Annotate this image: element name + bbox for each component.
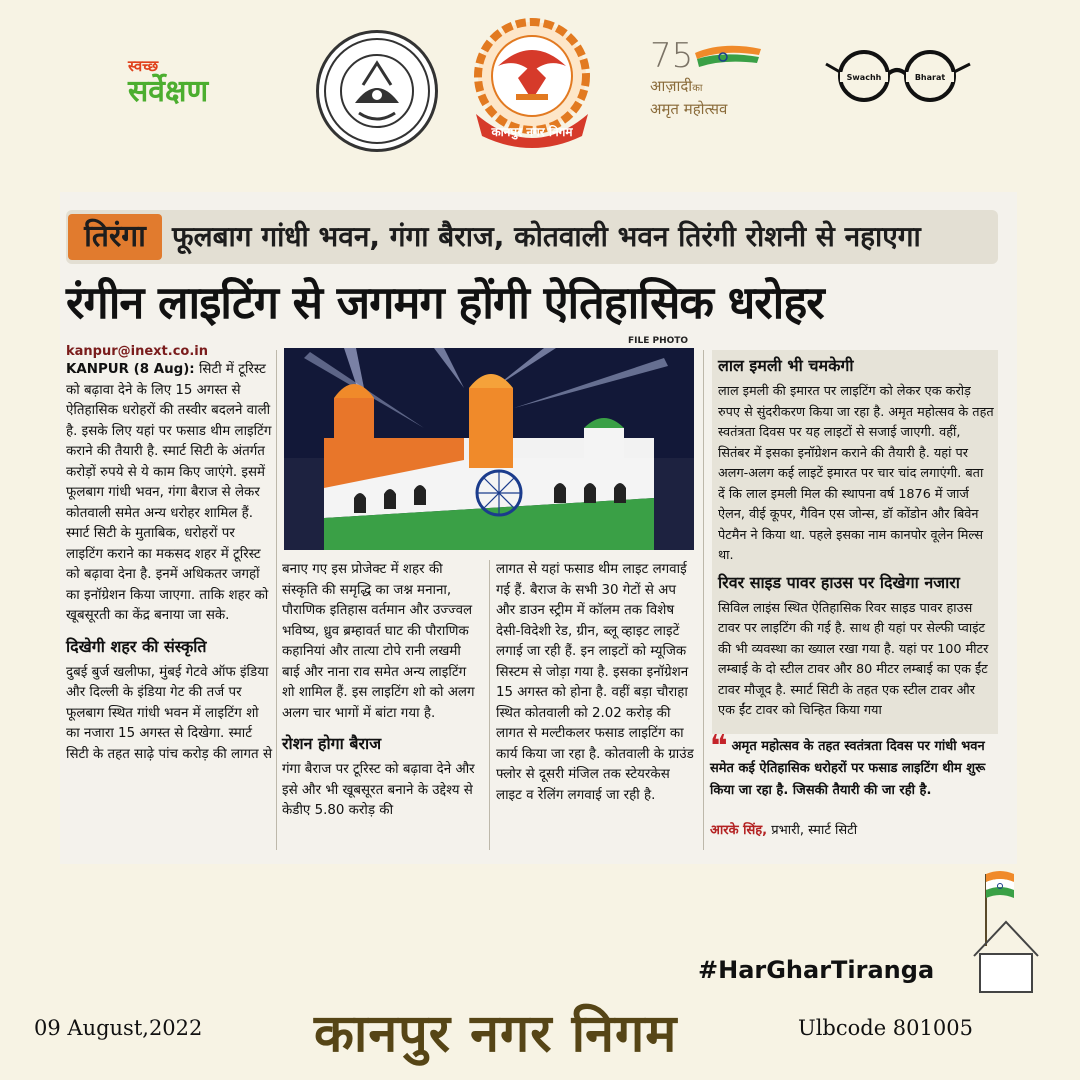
swachh-logo-top: स्वच्छ	[128, 57, 159, 75]
column-divider	[703, 350, 704, 850]
dateline: KANPUR (8 Aug):	[66, 362, 195, 377]
azadi-ka-amrit-mahotsav-logo	[650, 36, 790, 132]
subhead-culture: दिखेगी शहर की संस्कृति	[66, 636, 207, 656]
quote-attribution	[710, 820, 857, 838]
knn-emblem-icon	[458, 14, 606, 154]
column-divider	[276, 350, 277, 850]
column-divider	[489, 560, 490, 850]
box-para1: लाल इमली की इमारत पर लाइटिंग को लेकर एक करोड़ रुपए से सुंदरीकरण किया जा रहा है. अमृत महोत्सव के तहत स्वतंत्रता दिवस पर यह लाइटों से सजाई जाएगी. वहीं, सितंबर में इसका इनॉग्रेशन कराने की तैयारी है. यहां पर अलग-अलग कई लाइटें इमारत पर चार चांद लगाएंगी. बता दें कि लाल इमली मिल की स्थापना वर्ष 1876 में जार्ज ऐलन, वीई कूपर, गैविन एस जोन्स, डॉ कोंडोन और बिवेन पेटमैन ने किया था. पहले इसका नाम कानपोर वूलेन मिल्स था.	[718, 384, 994, 563]
kicker-tag-label: तिरंगा	[84, 219, 146, 254]
photo-credit: FILE PHOTO	[628, 336, 689, 346]
house-with-flag-icon	[968, 866, 1044, 996]
knn-logo-text: कानपुर नगर निगम	[491, 125, 573, 139]
article-column-2	[282, 560, 482, 822]
pull-quote	[710, 729, 1006, 802]
subhead-barrage: रोशन होगा बैराज	[282, 734, 382, 753]
quote-role: प्रभारी, स्मार्ट सिटी	[771, 823, 858, 838]
kicker-tag	[68, 214, 162, 260]
swachh-survekshan-logo	[128, 56, 288, 110]
flag-swoosh-icon	[693, 41, 763, 71]
sidebar-box-content	[718, 352, 994, 722]
col3-para1: लागत से यहां फसाड थीम लाइट लगवाई गई हैं. बैराज के सभी 30 गेटों से अप और डाउन स्ट्रीम में कॉलम तक विशेष देसी-विदेशी रेड, ग्रीन, ब्लू व्हाइट लाइटें लगाई जा रही हैं. इन लाइटों को म्यूजिक सिस्टम से जोड़ा गया है. इसका इनॉग्रेशन 15 अगस्त को होना है. वहीं बड़ा चौराहा स्थित कोतवाली को 2.02 करोड़ की लागत से मल्टीकलर फसाड लाइटिंग का कार्य किया जा रहा है. कोतवाली के ग्राउंड फ्लोर से दूसरी मंजिल तक स्टेयरकेस लाइट व रेलिंग लगवाई जा रही है.	[496, 562, 694, 803]
sb-right-text: Bharat	[914, 73, 946, 82]
col2-para1: बनाए गए इस प्रोजेक्ट में शहर की संस्कृति की समृद्धि का जश्न मनाना, पौराणिक इतिहास वर्तमान और उज्ज्वल भविष्य, ध्रुव ब्रम्हावर्त घाट की पौराणिक कहानियां और तात्या टोपे रानी लखमी बाई और नाना राव समेत अन्य लाइटिंग शो शामिल हैं. इस लाइटिंग शो को अलग अलग चार भागों में बांटा गया है.	[282, 562, 475, 721]
gandhi-spectacles-icon	[824, 44, 972, 104]
article-column-3	[496, 560, 698, 806]
footer-date: 09 August,2022	[34, 1016, 203, 1040]
hashtag: #HarGharTiranga	[698, 956, 935, 984]
swachh-bharat-logo	[824, 44, 972, 104]
sb-left-text: Swachh	[846, 73, 882, 82]
survekshan-logo-main: सर्वेक्षण	[128, 74, 209, 109]
quote-name: आरके सिंह,	[710, 823, 768, 838]
col1-para2: दुबई बुर्ज खलीफा, मुंबई गेटवे ऑफ इंडिया और दिल्ली के इंडिया गेट की तर्ज पर फूलबाग स्थित गांधी भवन में लाइटिंग शो का नजारा 15 अगस्त से दिखेगा. स्मार्ट सिटी के तहत साढ़े पांच करोड़ की लागत से	[66, 664, 272, 762]
up-seal-icon	[319, 33, 435, 149]
ulb-code: Ulbcode 801005	[798, 1016, 973, 1040]
amrit-ka: का	[692, 83, 703, 94]
col2-para2: गंगा बैराज पर टूरिस्ट को बढ़ावा देने और इसे और भी खूबसूरत बनाने के उद्देश्य से केडीए 5.80 करोड़ की	[282, 762, 475, 818]
subhead-lal-imli: लाल इमली भी चमकेगी	[718, 356, 854, 375]
footer-org-name: कानपुर नगर निगम	[314, 1004, 678, 1064]
amrit-line2: अमृत महोत्सव	[650, 100, 728, 118]
tricolor-lit-building-image	[284, 348, 694, 550]
subhead-power-house: रिवर साइड पावर हाउस पर दिखेगा नजारा	[718, 572, 960, 592]
up-government-seal	[316, 30, 438, 152]
article-column-1	[66, 360, 274, 765]
byline-email: kanpur@inext.co.in	[66, 344, 208, 359]
kicker-text: फूलबाग गांधी भवन, गंगा बैराज, कोतवाली भवन तिरंगी रोशनी से नहाएगा	[172, 220, 921, 253]
box-para2: सिविल लाइंस स्थित ऐतिहासिक रिवर साइड पावर हाउस टावर पर लाइटिंग की गई है. साथ ही यहां पर सेल्फी प्वाइंट की भी व्यवस्था का ख्याल रखा गया है. यहां पर 100 मीटर लम्बाई के दो स्टील टावर और 80 मीटर लम्बाई का एक ईंट टावर मौजूद है. स्मार्ट सिटी के तहत एक स्टील टावर और एक ईंट टावर को चिन्हित किया गया	[718, 600, 989, 718]
quote-text: अमृत महोत्सव के तहत स्वतंत्रता दिवस पर गांधी भवन समेत कई ऐतिहासिक धरोहरों पर फसाड लाइटिंग थीम शुरू किया जा रहा है. जिसकी तैयारी की जा रही है.	[710, 739, 986, 798]
col1-para1: सिटी में टूरिस्ट को बढ़ावा देने के लिए 15 अगस्त से ऐतिहासिक धरोहरों की तस्वीर बदलने वाली है. इसके लिए यहां पर फसाड थीम लाइटिंग कराने की तैयारी है. स्मार्ट सिटी के अंतर्गत करोड़ों रुपये से ये काम किए जाएंगे. इसमें फूलबाग गांधी भवन, गंगा बैराज से लेकर कोतवाली समेत अन्य धरोहर शामिल हैं. स्मार्ट सिटी के मुताबिक, धरोहरों पर लाइटिंग कराने का मकसद शहर में टूरिस्ट को बढ़ावा देना है. इनमें अधिकतर जगहों का इनॉग्रेशन किया जाएगा. ताकि शहर को खूबसूरती का केंद्र बनाया जा सके.	[66, 362, 272, 623]
amrit-line1: आज़ादी	[650, 77, 693, 95]
amrit-75: 75	[650, 36, 694, 76]
headline: रंगीन लाइटिंग से जगमग होंगी ऐतिहासिक धरोहर	[66, 276, 824, 329]
gandhi-bhawan-photo	[284, 348, 694, 550]
kanpur-nagar-nigam-logo	[458, 14, 606, 154]
quote-mark-icon: ❝	[710, 729, 728, 764]
